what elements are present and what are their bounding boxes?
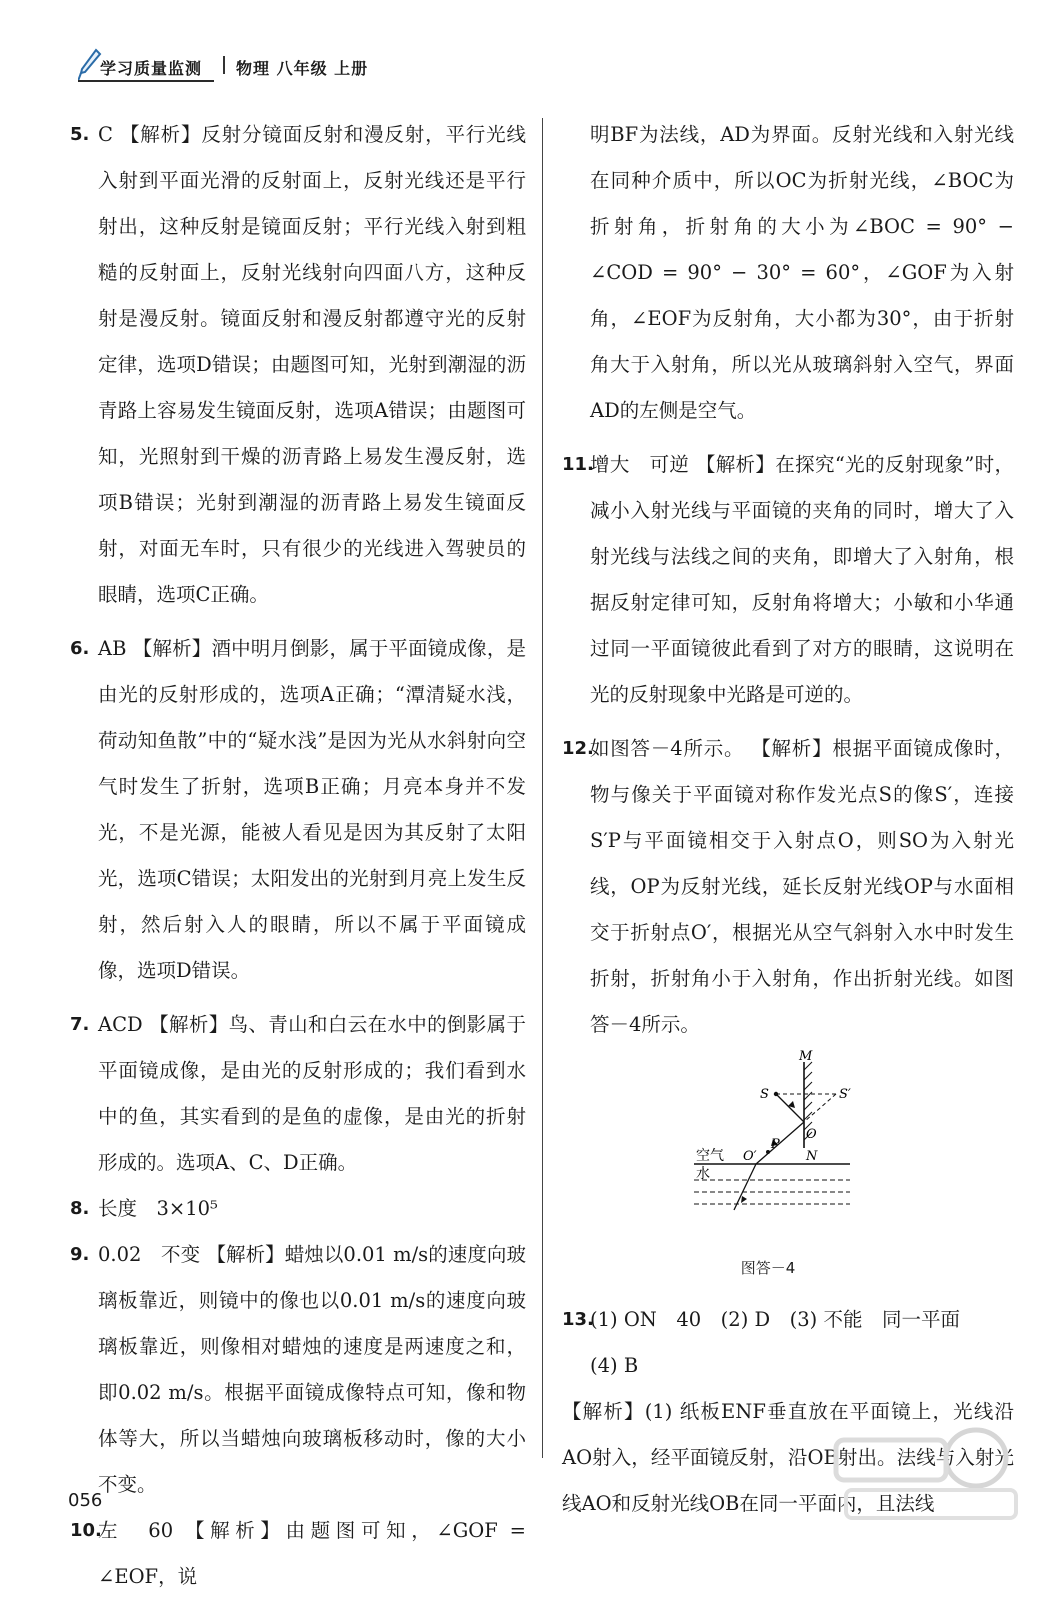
item-answer-line1: (1) ON 40 (2) D (3) 不能 同一平面 <box>590 1308 960 1331</box>
series-title: 学习质量监测 <box>100 59 203 78</box>
item-text: AB 【解析】酒中明月倒影，属于平面镜成像，是由光的反射形成的，选项A正确；“潭清疑水浅，荷动知鱼散”中的“疑水浅”是因为光从水斜射向空气时发生了折射，选项B正确；月亮本身并不发光，不是光源，能被人看见是因为其反射了太阳光，选项C错误；太阳发出的光射到月亮上发生反射，然后射入人的眼睛，所以不属于平面镜成像，选项D错误。 <box>98 637 526 982</box>
item-number: 7. <box>70 1014 90 1035</box>
item-number: 8. <box>70 1198 90 1219</box>
item-number: 12. <box>562 738 594 759</box>
answer-item-7 <box>70 1002 526 1186</box>
label-o: O <box>806 1127 817 1142</box>
label-o-prime: O′ <box>743 1149 757 1164</box>
reflected-ray <box>756 1122 804 1164</box>
right-column <box>562 112 1014 1527</box>
label-n: N <box>806 1149 818 1164</box>
answer-item-8 <box>70 1186 526 1232</box>
header-underline <box>78 80 214 82</box>
item-text: C 【解析】反射分镜面反射和漫反射，平行光线入射到平面光滑的反射面上，反射光线还是平行射出，这种反射是镜面反射；平行光线入射到粗糙的反射面上，反射光线射向四面八方，这种反射是漫反射。镜面反射和漫反射都遵守光的反射定律，选项D错误；由题图可知，光射到潮湿的沥青路上容易发生镜面反射，选项A错误；由题图可知，光照射到干燥的沥青路上易发生漫反射，选项B错误；光射到潮湿的沥青路上易发生镜面反射，对面无车时，只有很少的光线进入驾驶员的眼睛，选项C正确。 <box>98 123 526 606</box>
figure-caption: 图答－4 <box>740 1259 796 1277</box>
figure-answer-4 <box>562 1048 1014 1253</box>
watermark-logo <box>826 1420 1026 1530</box>
answer-item-6 <box>70 626 526 994</box>
item-answer-line2: (4) B <box>590 1354 639 1377</box>
item-text: 长度 3×10⁵ <box>98 1197 218 1220</box>
item-text: 如图答－4所示。 【解析】根据平面镜成像时，物与像关于平面镜对称作发光点S的像S′，连接S′P与平面镜相交于入射点O，则SO为入射光线，OP为反射光线，延长反射光线OP与水面相交于折射点O′，根据光从空气斜射入水中时发生折射，折射角小于入射角，作出折射光线。如图答－4所示。 <box>590 737 1014 1036</box>
item-number: 11. <box>562 454 594 475</box>
item-text: 左 60 【解析】由题图可知，∠GOF = ∠EOF，说 <box>98 1519 526 1588</box>
answer-item-11 <box>562 442 1014 718</box>
page-header <box>78 48 478 88</box>
label-water: 水 <box>696 1166 710 1182</box>
label-s: S <box>760 1087 769 1102</box>
page-number: 056 <box>68 1490 103 1511</box>
answer-item-5 <box>70 112 526 618</box>
answer-item-10 <box>70 1508 526 1600</box>
item-text: 0.02 不变 【解析】蜡烛以0.01 m/s的速度向玻璃板靠近，则镜中的像也以0.01 m/s的速度向玻璃板靠近，则像相对蜡烛的速度是两速度之和，即0.02 m/s。根据平面镜成像特点可知，像和物体等大，所以当蜡烛向玻璃板移动时，像的大小不变。 <box>98 1243 526 1496</box>
item-number: 10. <box>70 1520 102 1541</box>
item-number: 5. <box>70 124 90 145</box>
label-p: P <box>771 1137 780 1152</box>
item-number: 6. <box>70 638 90 659</box>
label-air: 空气 <box>696 1148 724 1164</box>
label-m: M <box>799 1050 813 1064</box>
answer-item-10-continued: 明BF为法线，AD为界面。反射光线和入射光线在同种介质中，所以OC为折射光线，∠BOC为折射角，折射角的大小为∠BOC = 90° − ∠COD = 90° − 30° = 60°，∠GOF为入射角，∠EOF为反射角，大小都为30°，由于折射角大于入射角，所以光从玻璃斜射入空气，界面AD的左侧是空气。 <box>590 123 1014 422</box>
header-divider <box>223 56 225 74</box>
item-text: 增大 可逆 【解析】在探究“光的反射现象”时，减小入射光线与平面镜的夹角的同时，增大了入射光线与法线之间的夹角，即增大了入射角，根据反射定律可知，反射角将增大；小敏和小华通过同一平面镜彼此看到了对方的眼睛，这说明在光的反射现象中光路是可逆的。 <box>590 453 1014 706</box>
refracted-ray <box>734 1164 756 1210</box>
label-s-prime: S′ <box>839 1087 851 1102</box>
left-column <box>70 112 526 1600</box>
answer-item-9 <box>70 1232 526 1508</box>
optics-diagram <box>694 1050 894 1225</box>
answer-item-12 <box>562 726 1014 1048</box>
pen-icon <box>78 48 102 82</box>
item-number: 13. <box>562 1309 594 1330</box>
item-text: ACD 【解析】鸟、青山和白云在水中的倒影属于平面镜成像，是由光的反射形成的；我们看到水中的鱼，其实看到的是鱼的虚像，是由光的折射形成的。选项A、C、D正确。 <box>98 1013 526 1174</box>
incident-ray <box>776 1094 804 1122</box>
item-13-analysis: 【解析】(1) 纸板ENF垂直放在平面镜上，光线沿AO射入，经平面镜反射，沿OB射出。法线与入射光线AO和反射光线OB在同一平面内，且法线 <box>562 1400 1014 1515</box>
subject-grade-volume: 物理 八年级 上册 <box>236 59 369 78</box>
item-number: 9. <box>70 1244 90 1265</box>
answer-item-13 <box>562 1297 1014 1343</box>
